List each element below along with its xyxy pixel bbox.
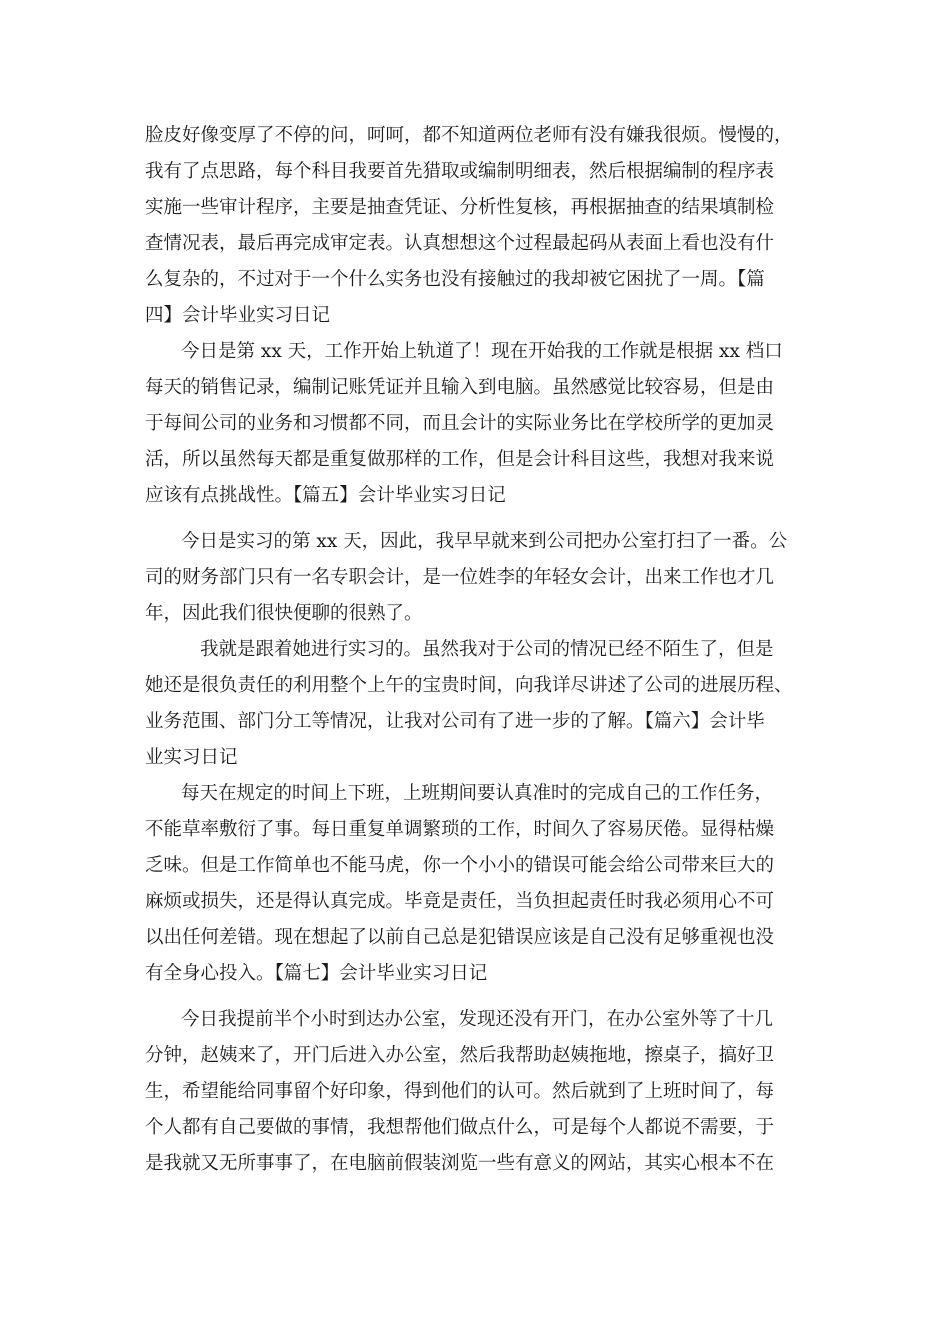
text-line: 生，希望能给同事留个好印象，得到他们的认可。然后就到了上班时间了，每 (145, 1081, 775, 1102)
text-line: 应该有点挑战性。【篇五】会计毕业实习日记 (145, 485, 506, 506)
text-line: 每天的销售记录，编制记账凭证并且输入到电脑。虽然感觉比较容易，但是由 (145, 377, 775, 398)
text-line: 脸皮好像变厚了不停的问，呵呵，都不知道两位老师有没有嫌我很烦。慢慢的， (145, 125, 793, 146)
text-line: 今日是实习的第 xx 天，因此，我早早就来到公司把办公室打扫了一番。公 (181, 531, 788, 552)
text-line: 司的财务部门只有一名专职会计，是一位姓李的年轻女会计，出来工作也才几 (145, 567, 775, 588)
text-line: 查情况表，最后再完成审定表。认真想想这个过程最起码从表面上看也没有什 (145, 233, 775, 254)
text-line: 今日是第 xx 天，工作开始上轨道了！现在开始我的工作就是根据 xx 档口 (181, 341, 783, 362)
text-line: 活，所以虽然每天都是重复做那样的工作，但是会计科目这些，我想对我来说 (145, 449, 775, 470)
text-line: 麻烦或损失，还是得认真完成。毕竟是责任，当负担起责任时我必须用心不可 (145, 891, 775, 912)
text-line: 我就是跟着她进行实习的。虽然我对于公司的情况已经不陌生了，但是 (200, 639, 774, 660)
text-line: 有全身心投入。【篇七】会计毕业实习日记 (145, 963, 488, 984)
text-line: 我有了点思路，每个科目我要首先猎取或编制明细表，然后根据编制的程序表 (145, 161, 775, 182)
text-line: 实施一些审计程序，主要是抽查凭证、分析性复核，再根据抽查的结果填制检 (145, 197, 775, 218)
text-line: 业实习日记 (145, 747, 238, 768)
text-line: 分钟，赵姨来了，开门后进入办公室，然后我帮助赵姨拖地，擦桌子，搞好卫 (145, 1045, 775, 1066)
text-line: 不能草率敷衍了事。每日重复单调繁琐的工作，时间久了容易厌倦。显得枯燥 (145, 819, 775, 840)
text-line: 她还是很负责任的利用整个上午的宝贵时间，向我详尽讲述了公司的进展历程、 (145, 675, 793, 696)
text-line: 业务范围、部门分工等情况，让我对公司有了进一步的了解。【篇六】会计毕 (145, 711, 765, 732)
text-line: 今日我提前半个小时到达办公室，发现还没有开门，在办公室外等了十几 (181, 1009, 774, 1030)
text-line: 于每间公司的业务和习惯都不同，而且会计的实际业务比在学校所学的更加灵 (145, 413, 775, 434)
text-line: 四】会计毕业实习日记 (145, 305, 331, 326)
text-line: 是我就又无所事事了，在电脑前假装浏览一些有意义的网站，其实心根本不在 (145, 1153, 775, 1174)
text-line: 每天在规定的时间上下班，上班期间要认真准时的完成自己的工作任务， (181, 783, 774, 804)
text-line: 以出任何差错。现在想起了以前自己总是犯错误应该是自己没有足够重视也没 (145, 927, 775, 948)
text-line: 么复杂的，不过对于一个什么实务也没有接触过的我却被它困扰了一周。【篇 (145, 269, 765, 290)
text-line: 年，因此我们很快便聊的很熟了。 (145, 603, 423, 624)
text-line: 个人都有自己要做的事情，我想帮他们做点什么，可是每个人都说不需要，于 (145, 1117, 775, 1138)
text-line: 乏味。但是工作简单也不能马虎，你一个小小的错误可能会给公司带来巨大的 (145, 855, 775, 876)
